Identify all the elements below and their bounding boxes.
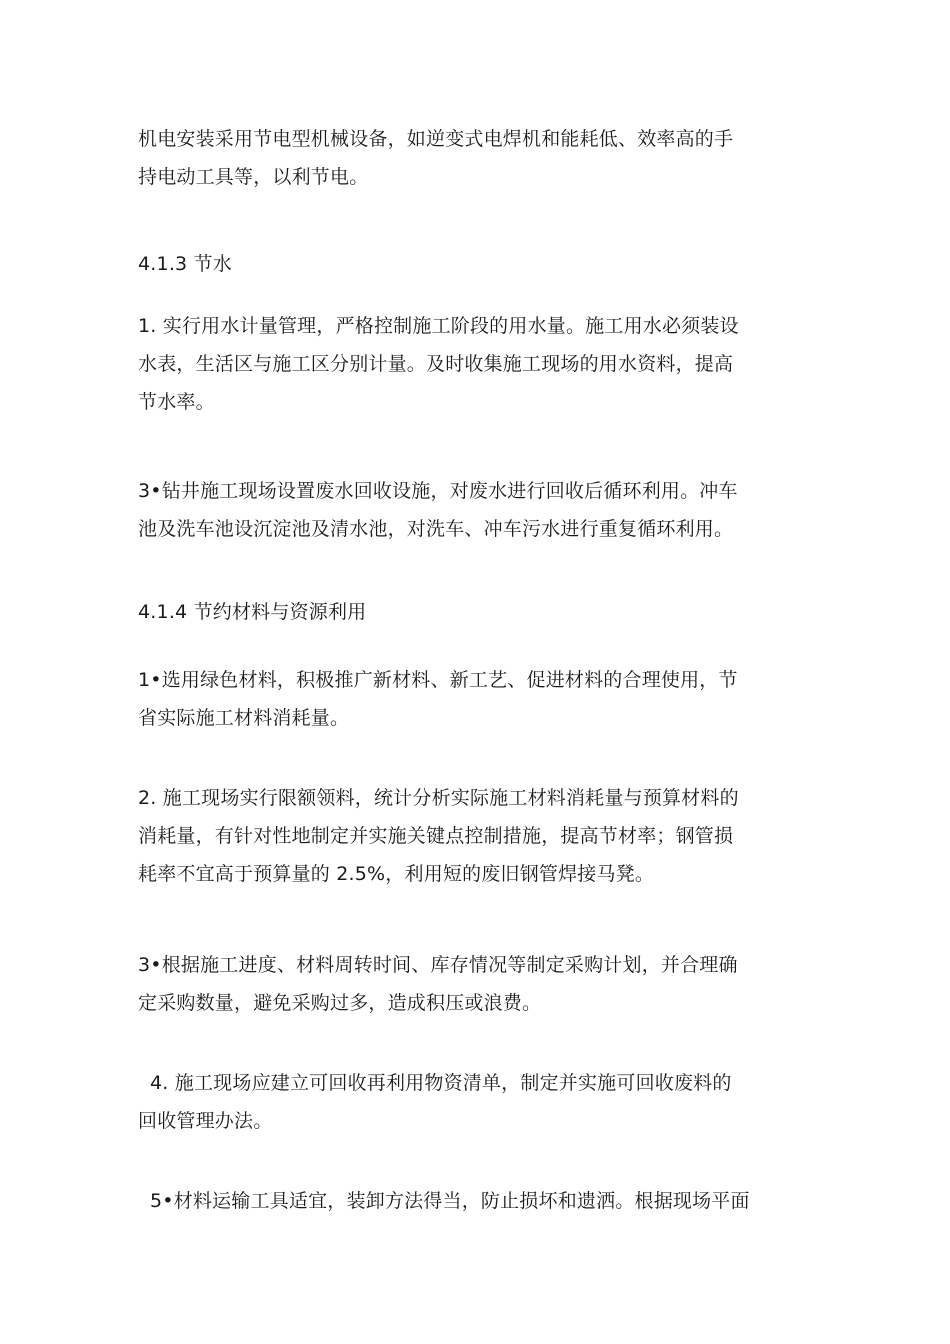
text-line: 定采购数量，避免采购过多，造成积压或浪费。 xyxy=(138,992,542,1014)
paragraph-material-quota xyxy=(138,779,818,893)
text-line: 水表，生活区与施工区分别计量。及时收集施工现场的用水资料，提高 xyxy=(138,353,734,375)
heading-text: 4.1.4 节约材料与资源利用 xyxy=(138,601,367,623)
text-line: 池及洗车池设沉淀池及清水池，对洗车、冲车污水进行重复循环利用。 xyxy=(138,518,734,540)
text-line: 消耗量，有针对性地制定并实施关键点控制措施，提高节材率；钢管损 xyxy=(138,825,734,847)
paragraph-energy-saving-equipment xyxy=(138,120,818,196)
text-line: 1•选用绿色材料，积极推广新材料、新工艺、促进材料的合理使用，节 xyxy=(138,669,738,691)
paragraph-wastewater-recycling xyxy=(138,472,818,548)
section-heading-4-1-4 xyxy=(138,593,818,631)
text-line: 5•材料运输工具适宜，装卸方法得当，防止损坏和遗洒。根据现场平面 xyxy=(150,1190,750,1212)
paragraph-procurement-plan xyxy=(138,946,818,1022)
paragraph-recyclable-list xyxy=(138,1064,818,1140)
text-line: 耗率不宜高于预算量的 2.5%，利用短的废旧钢管焊接马凳。 xyxy=(138,863,655,885)
text-line: 1. 实行用水计量管理，严格控制施工阶段的用水量。施工用水必须装设 xyxy=(138,315,739,337)
paragraph-green-materials xyxy=(138,661,818,737)
text-line: 省实际施工材料消耗量。 xyxy=(138,707,350,729)
text-line: 4. 施工现场应建立可回收再利用物资清单，制定并实施可回收废料的 xyxy=(150,1072,732,1094)
text-line: 2. 施工现场实行限额领料，统计分析实际施工材料消耗量与预算材料的 xyxy=(138,787,739,809)
text-line: 机电安装采用节电型机械设备，如逆变式电焊机和能耗低、效率高的手 xyxy=(138,128,734,150)
paragraph-material-transport xyxy=(138,1182,818,1220)
text-line: 节水率。 xyxy=(138,391,215,413)
section-heading-4-1-3 xyxy=(138,245,818,283)
heading-text: 4.1.3 节水 xyxy=(138,253,232,275)
text-line: 3•根据施工进度、材料周转时间、库存情况等制定采购计划，并合理确 xyxy=(138,954,738,976)
paragraph-water-metering xyxy=(138,307,818,421)
text-line: 3•钻井施工现场设置废水回收设施，对废水进行回收后循环利用。冲车 xyxy=(138,480,738,502)
text-line: 回收管理办法。 xyxy=(138,1110,273,1132)
text-line: 持电动工具等，以利节电。 xyxy=(138,166,369,188)
